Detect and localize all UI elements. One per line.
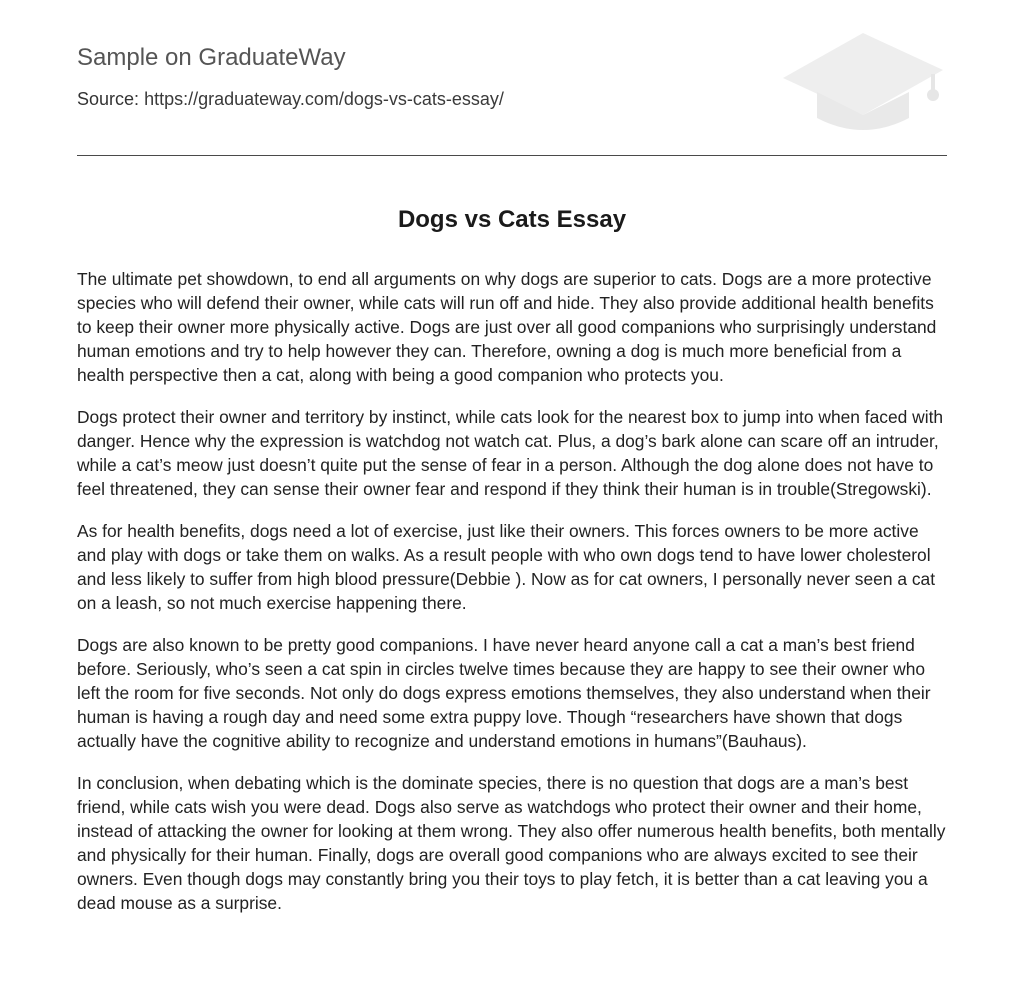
header-divider [77,155,947,156]
essay-body [77,267,947,933]
source-label: Source: [77,89,140,109]
graduation-cap-icon [781,30,947,134]
essay-paragraph: Dogs are also known to be pretty good companions. I have never heard anyone call a cat a man’s best friend before. Seriously, who’s seen a cat spin in circles twelve times because they are happy to see their owner who left the room for five seconds. Not only do dogs express emotions themselves, they also understand when their human is having a rough day and need some extra puppy love. Though “researchers have shown that dogs actually have the cognitive ability to recognize and understand emotions in humans”(Bauhaus). [77,635,931,751]
source-line [77,89,504,110]
essay-paragraph: As for health benefits, dogs need a lot of exercise, just like their owners. This forces owners to be more active and play with dogs or take them on walks. As a result people with who own dogs tend to have lower cholesterol and less likely to suffer from high blood pressure(Debbie ). Now as for cat owners, I personally never seen a cat on a leash, so not much exercise happening there. [77,521,936,613]
essay-title: Dogs vs Cats Essay [397,206,627,233]
essay-paragraph: In conclusion, when debating which is the dominate species, there is no question that dogs are a man’s best friend, while cats wish you were dead. Dogs also serve as watchdogs who protect their owner and their home, instead of attacking the owner for looking at them wrong. They also offer numerous health benefits, both mentally and physically for their human. Finally, dogs are overall good companions who are always excited to see their owners. Even though dogs may constantly bring you their toys to play fetch, it is better than a cat leaving you a dead mouse as a surprise. [77,773,946,913]
source-link[interactable]: https://graduateway.com/dogs-vs-cats-essay/ [144,89,504,109]
page-header [77,0,947,156]
essay-paragraph: Dogs protect their owner and territory by instinct, while cats look for the nearest box to jump into when faced with danger. Hence why the expression is watchdog not watch cat. Plus, a dog’s bark alone can scare off an intruder, while a cat’s meow just doesn’t quite put the sense of fear in a person. Although the dog alone does not have to feel threatened, they can sense their owner fear and respond if they think their human is in trouble(Stregowski). [77,407,944,499]
essay-paragraph: The ultimate pet showdown, to end all arguments on why dogs are superior to cats. Dogs are a more protective species who will defend their owner, while cats will run off and hide. They also provide additional health benefits to keep their owner more physically active. Dogs are just over all good companions who surprisingly understand human emotions and try to help however they can. Therefore, owning a dog is much more beneficial from a health perspective then a cat, along with being a good companion who protects you. [77,269,937,385]
site-title: Sample on GraduateWay [77,44,346,71]
